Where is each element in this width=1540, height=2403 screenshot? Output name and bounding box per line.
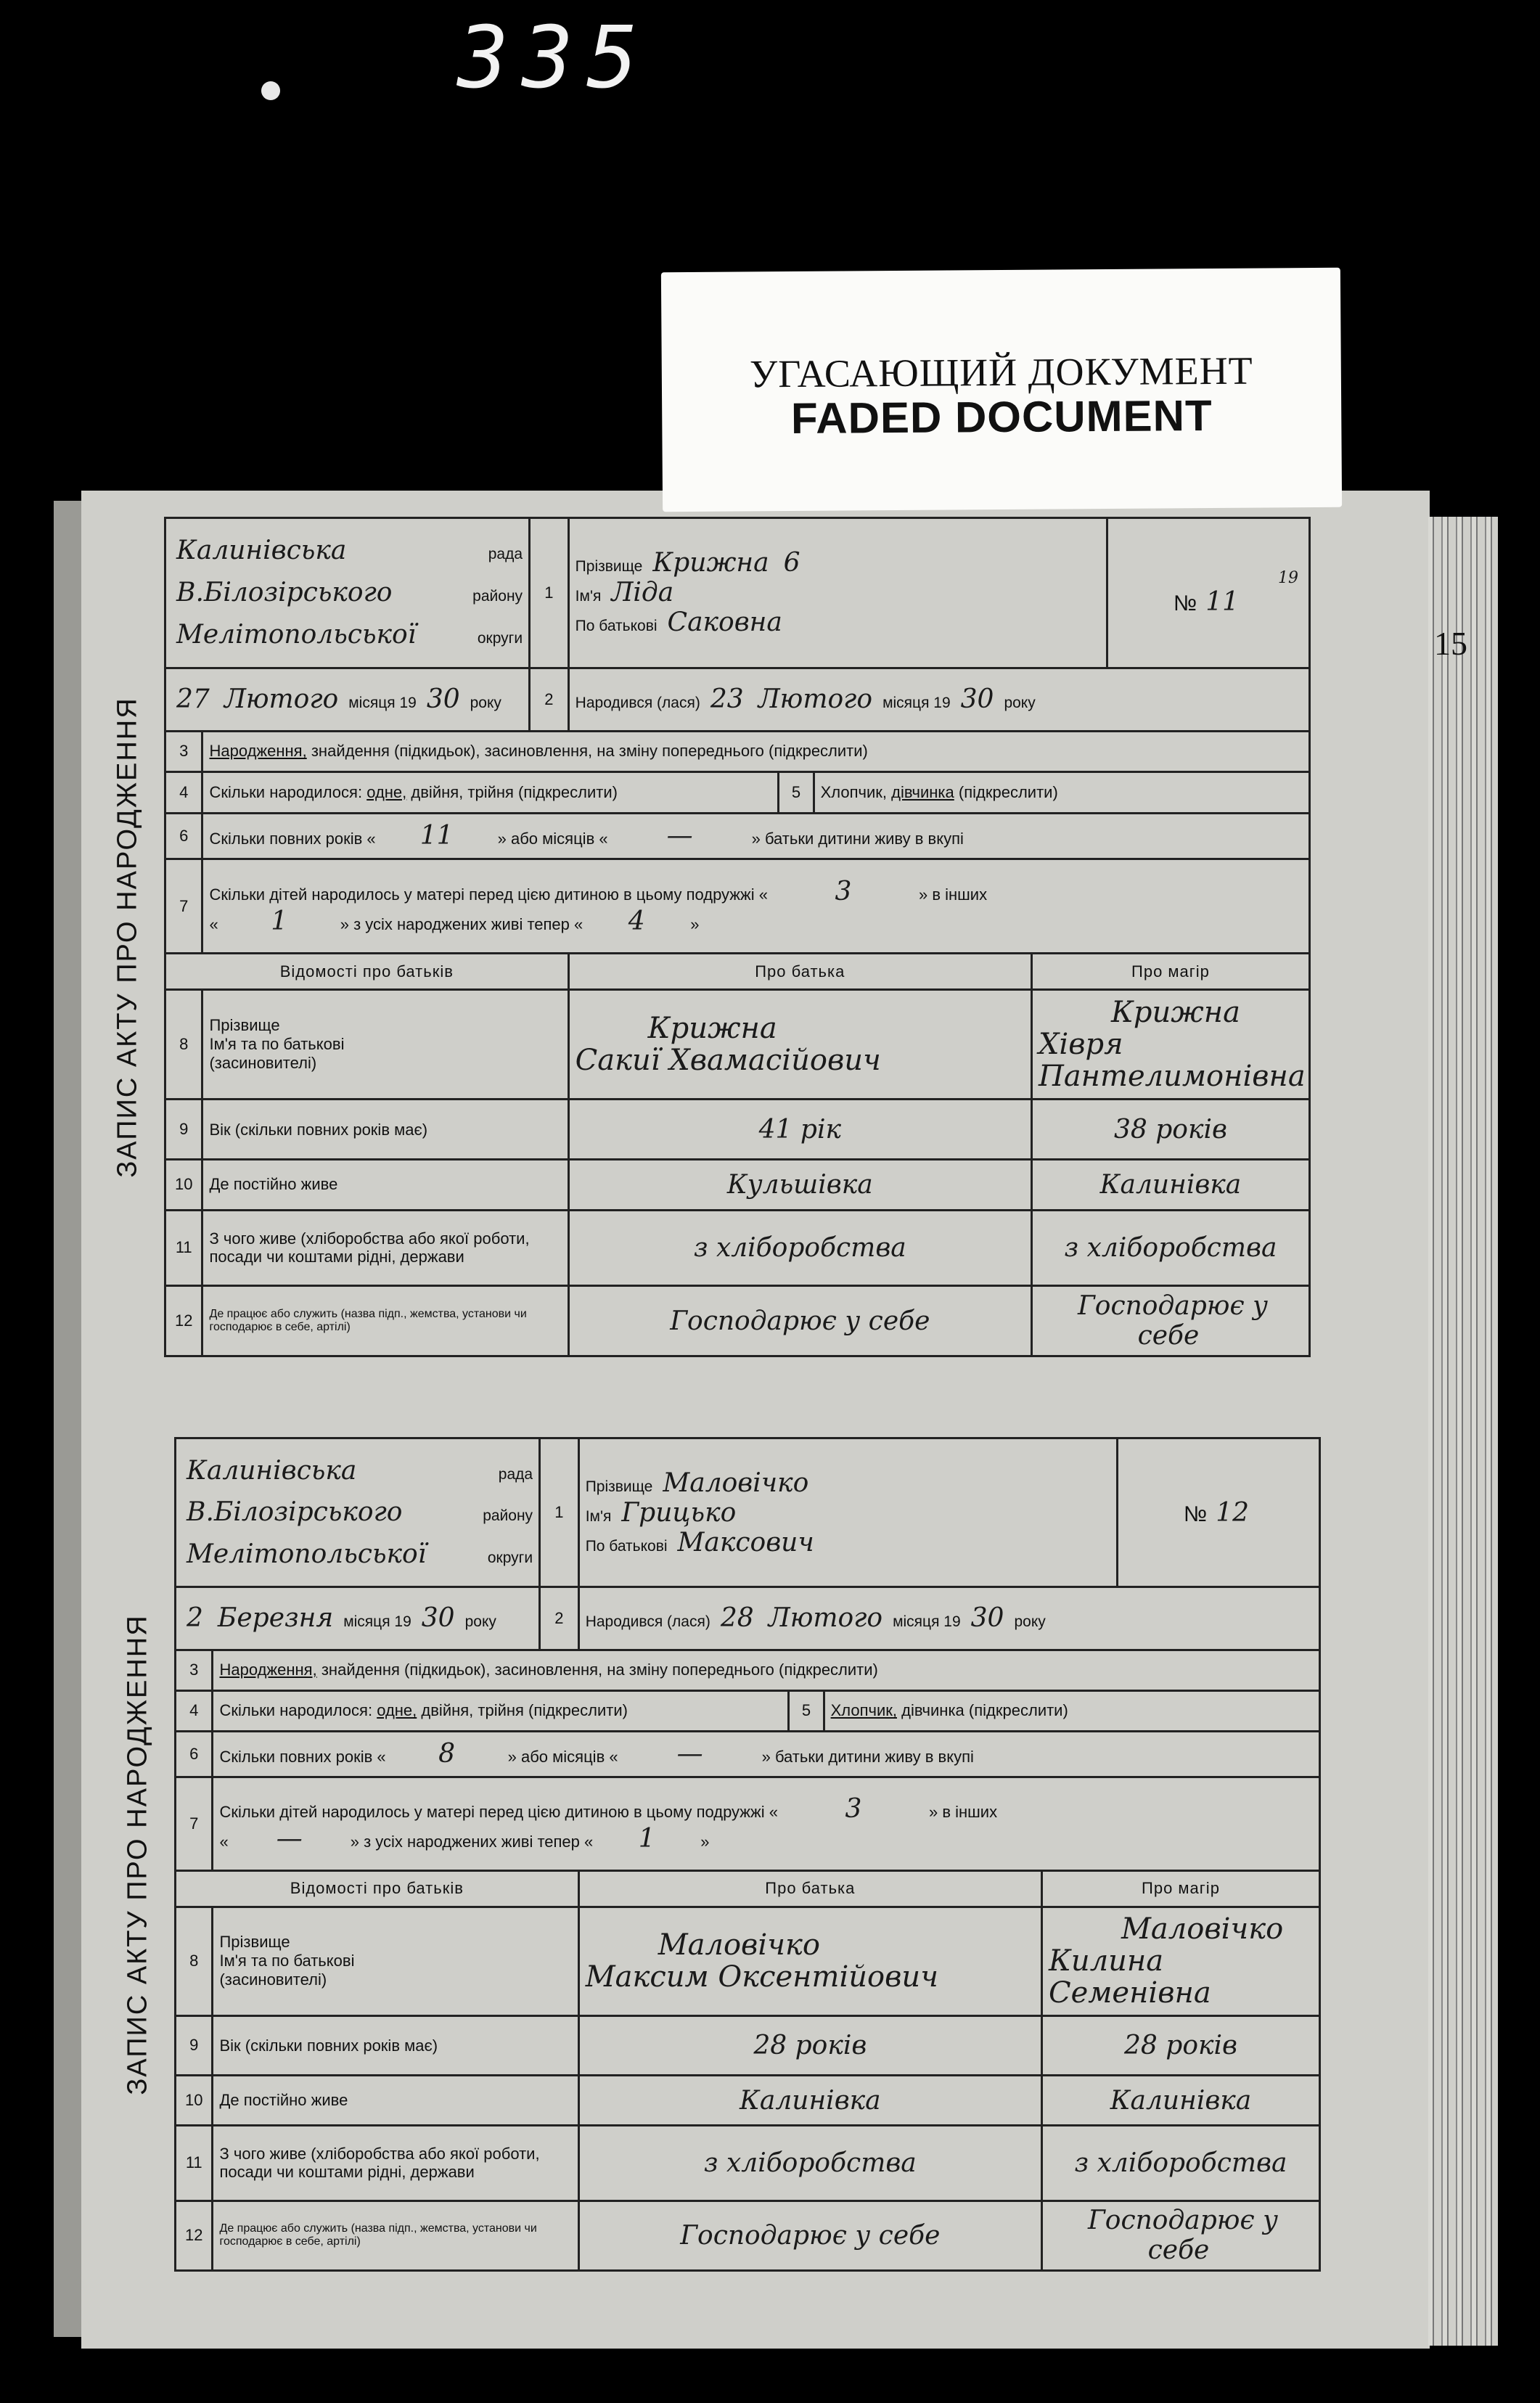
mother-age: 28 років [1041,2015,1319,2075]
child-name-block: Прізвище Маловічко Ім'я Грицько По батькові Максович [578,1438,1117,1587]
row10-label: Де постійно живе [213,2076,578,2126]
row10-label: Де постійно живе [202,1160,568,1211]
district-name: В.Білозірського [187,1497,403,1528]
row11-label: З чого живе (хліборобства або якої роботи, посади чи коштами рідні, держави [202,1210,568,1285]
mother-residence: Калинівка [1041,2076,1319,2126]
registration-date: 2 Березня місяця 19 30 року [176,1587,540,1650]
registration-date: 27 Лютого місяця 19 30 року [165,668,530,731]
faded-document-stamp [661,268,1342,512]
book-right-edge-pages [1428,517,1498,2346]
father-age: 41 рік [568,1100,1031,1160]
mother-work: Господарює у себе [1041,2201,1319,2270]
col-header-info: Відомості про батьків [176,1871,579,1907]
row9-label: Вік (скільки повних років має) [202,1100,568,1160]
next-page-number: 15 [1434,625,1467,662]
mother-residence: Калинівка [1031,1160,1309,1211]
scan-speck [261,81,280,100]
mother-income: з хліборобства [1041,2126,1319,2201]
district-name: В.Білозірського [176,578,393,608]
row8-label: Прізвище Ім'я та по батькові (засиновителі) [202,990,568,1100]
child-name: Грицько [621,1497,737,1528]
council-block: Калинівська рада В.Білозірського району Мелітопольської округи [176,1438,540,1587]
father-residence: Калинівка [578,2076,1041,2126]
father-full-name: Крижна Сакиї Хвамасійович [568,990,1031,1100]
mother-age: 38 років [1031,1100,1309,1160]
record-table: Калинівська рада В.Білозірського району Мелітопольської округи 1 Прізвище Маловічко Ім'я Грицько По батькові Максович № 12 2 Березня місяця 19 30 року 2 Народився (лася) 28 Лютого місяця 19 30 року 3 Народження, знайдення (підкидьок), засиновлення, на зміну попереднього (підкреслити) 4 Скільки народилося: одне, двійня, трійня (підкреслити) 5 Хлопчик, дівчинка (підкреслити) 6 Скільки повних років « 8 » або місяців « — » батьки дитини живу в вкупі 7 Скільки дітей народилось у матері перед цією дитиною в цьому подружжі « 3 » в інших « — » з усіх народжених живі тепер « 1 » Відомості про батьків Про батька Про магір 8 Прізвище Ім'я та по батькові (засиновителі) Маловічко Максим Оксентійович Маловічко Килина Семенівна 9 Вік (скільки повних років має) 28 років 28 років 10 Де постійно живе Калинівка Калинівка 11 З чого живе (хліборобства або якої роботи, посади чи коштами рідні, держави з хліборобства з хліборобства 12 Де працює або служить (назва підп., жемства, установи чи господарює в себе, артілі) Господарює у себе Господарює у себе [174,1437,1321,2272]
father-income: з хліборобства [568,1210,1031,1285]
event-type: Народження, знайдення (підкидьок), засиновлення, на зміну попереднього (підкреслити) [213,1650,1320,1690]
col-header-mother: Про магір [1041,1871,1319,1907]
record-side-title: ЗАПИС АКТУ ПРО НАРОДЖЕННЯ [112,696,143,1178]
children-count: Скільки дітей народилось у матері перед цією дитиною в цьому подружжі « 3 » в інших « — » з усіх народжених живі тепер « 1 » [213,1777,1320,1871]
col-header-father: Про батька [578,1871,1041,1907]
child-name: Ліда [611,578,674,608]
birth-record-2 [122,1437,1321,2272]
mother-work: Господарює у себе [1031,1286,1309,1356]
child-name-block: Прізвище Крижна 6 Ім'я Ліда По батькові Саковна [568,518,1107,668]
corner-number: 19 [1278,568,1298,587]
col-header-info: Відомості про батьків [165,954,569,990]
archive-page-number: 335 [457,7,652,107]
record-table: Калинівська рада В.Білозірського району Мелітопольської округи 1 Прізвище Крижна 6 Ім'я Ліда По батькові Саковна 19 № 11 27 Лютого місяця 19 30 року 2 Народився (лася) 23 Лютого місяця 19 30 року 3 Народження, знайдення (підкидьок), засиновлення, на зміну попереднього (підкреслити) 4 Скільки народилося: одне, двійня, трійня (підкреслити) 5 Хлопчик, дівчинка (підкреслити) 6 Скільки повних років « 11 » або місяців « — » батьки дитини живу в вкупі 7 Скільки дітей народилось у матері перед цією дитиною в цьому подружжі « 3 » в інших « 1 » з усіх народжених живі тепер « 4 » Відомості про батьків Про батька Про магір 8 Прізвище Ім'я та по батькові (засиновителі) Крижна Сакиї Хвамасійович Крижна Хівря Пантелимонівна 9 Вік (скільки повних років має) 41 рік 38 років 10 Де постійно живе Кульшівка Калинівка 11 З чого живе (хліборобства або якої роботи, посади чи коштами рідні, держави з хліборобства з хліборобства 12 Де працює або служить (назва підп., жемства, установи чи господарює в себе, артілі) Господарює у себе Господарює у себе [164,517,1311,1357]
record-number: 12 [1216,1497,1250,1528]
children-count: Скільки дітей народилось у матері перед цією дитиною в цьому подружжі « 3 » в інших « 1 » з усіх народжених живі тепер « 4 » [202,859,1310,954]
mother-income: з хліборобства [1031,1210,1309,1285]
child-surname: Крижна [652,548,769,578]
mother-full-name: Крижна Хівря Пантелимонівна [1031,990,1309,1100]
stamp-text-ru: УГАСАЮЩИЙ ДОКУМЕНТ [749,348,1253,396]
years-together: Скільки повних років « 8 » або місяців « — » батьки дитини живу в вкупі [213,1731,1320,1777]
row9-label: Вік (скільки повних років має) [213,2015,578,2075]
stamp-text-en: FADED DOCUMENT [790,390,1213,443]
father-age: 28 років [578,2015,1041,2075]
row8-label: Прізвище Ім'я та по батькові (засиновителі) [213,1907,578,2015]
row12-label: Де працює або служить (назва підп., жемства, установи чи господарює в себе, артілі) [213,2201,578,2270]
father-work: Господарює у себе [568,1286,1031,1356]
years-together: Скільки повних років « 11 » або місяців « — » батьки дитини живу в вкупі [202,813,1310,859]
father-residence: Кульшівка [568,1160,1031,1211]
council-name: Калинівська [187,1455,357,1486]
father-work: Господарює у себе [578,2201,1041,2270]
okruha-name: Мелітопольської [176,619,417,650]
row11-label: З чого живе (хліборобства або якої роботи, посади чи коштами рідні, держави [213,2126,578,2201]
child-surname: Маловічко [663,1467,809,1498]
record-number-box: № 12 [1118,1438,1320,1587]
child-sex: Хлопчик, дівчинка (підкреслити) [814,772,1309,814]
birth-record-1 [112,517,1311,1357]
okruha-name: Мелітопольської [187,1539,427,1569]
book-left-edge [54,501,84,2337]
birth-date: Народився (лася) 23 Лютого місяця 19 30 року [568,668,1309,731]
birth-date: Народився (лася) 28 Лютого місяця 19 30 року [578,1587,1319,1650]
birth-count: Скільки народилося: одне, двійня, трійня (підкреслити) [213,1690,789,1731]
record-side-title: ЗАПИС АКТУ ПРО НАРОДЖЕННЯ [122,1613,153,2095]
child-patronymic: Максович [677,1527,814,1557]
mother-full-name: Маловічко Килина Семенівна [1041,1907,1319,2015]
col-header-father: Про батька [568,954,1031,990]
father-income: з хліборобства [578,2126,1041,2201]
surname-mark: 6 [783,548,800,578]
event-type: Народження, знайдення (підкидьок), засиновлення, на зміну попереднього (підкреслити) [202,731,1310,772]
record-number: 11 [1205,586,1240,617]
row-number: 1 [530,518,569,668]
council-block: Калинівська рада В.Білозірського району Мелітопольської округи [165,518,530,668]
birth-count: Скільки народилося: одне, двійня, трійня (підкреслити) [202,772,779,814]
council-name: Калинівська [176,536,347,566]
row12-label: Де працює або служить (назва підп., жемства, установи чи господарює в себе, артілі) [202,1286,568,1356]
record-number-box: 19 № 11 [1107,518,1310,668]
father-full-name: Маловічко Максим Оксентійович [578,1907,1041,2015]
child-sex: Хлопчик, дівчинка (підкреслити) [824,1690,1319,1731]
col-header-mother: Про магір [1031,954,1309,990]
child-patronymic: Саковна [667,607,782,638]
